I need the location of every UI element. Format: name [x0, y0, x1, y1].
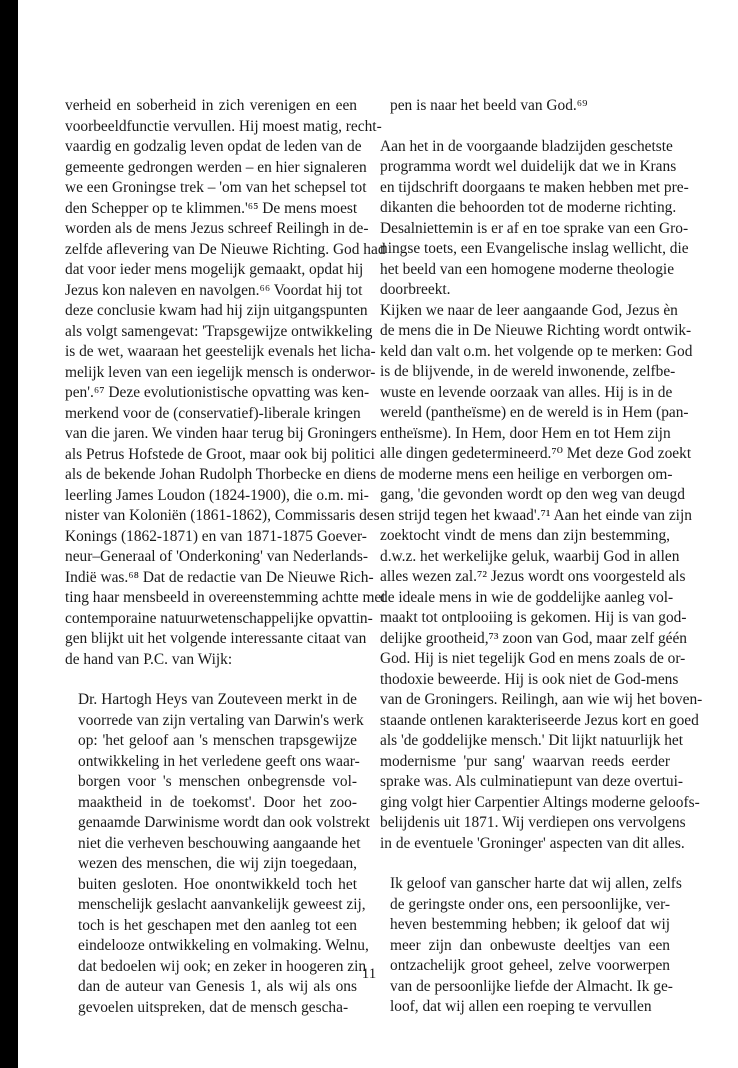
text-line: Jezus kon naleven en navolgen.⁶⁶ Voordat hij tot — [65, 281, 363, 299]
text-line: als 'de goddelijke mensch.' Dit lijkt natuurlijk het — [380, 732, 684, 749]
text-line: de hand van P.C. van Wijk: — [65, 650, 233, 668]
text-line: van de persoonlijke liefde der Almacht. Ik ge- — [390, 977, 673, 995]
text-line: gang, 'die gevonden wordt op den weg van deugd — [380, 486, 685, 503]
text-line: entheïsme). In Hem, door Hem en tot Hem zijn — [380, 424, 671, 442]
paragraph-2 — [380, 137, 689, 301]
text-line: niet die verheven beschouwing aangaande het — [78, 834, 361, 852]
text-line: buiten gesloten. Hoe onontwikkeld toch het — [78, 875, 357, 893]
text-line: Dr. Hartogh Heys van Zouteveen merkt in de — [78, 691, 357, 708]
text-line: zelfde aflevering van De Nieuwe Richting. God had — [65, 240, 386, 258]
text-line: in de eventuele 'Groninger' aspecten van dit alles. — [380, 834, 685, 852]
text-line: nister van Koloniën (1861-1862), Commissaris des — [65, 507, 380, 524]
text-line: heven bestemming hebben; ik geloof dat wij — [390, 916, 670, 933]
paragraph-3 — [380, 301, 703, 855]
text-line: gemeente gedrongen werden – en hier signaleren — [65, 158, 367, 176]
block-quote-2 — [390, 874, 682, 1018]
text-line: programma wordt wel duidelijk dat we in Krans — [380, 158, 677, 175]
text-line: melijk leven van een iegelijk mensch is onderwor- — [65, 363, 376, 381]
text-line: alle dingen gedetermineerd.⁷⁰ Met deze God zoekt — [380, 445, 692, 462]
text-line: borgen voor 's menschen onbegrensde vol- — [78, 773, 357, 790]
text-line: dat voor ieder mens mogelijk gemaakt, opdat hij — [65, 261, 364, 278]
text-line: de moderne mens een heilige en verborgen om- — [380, 465, 673, 483]
text-line: leerling James Loudon (1824-1900), die o.m. mi- — [65, 486, 369, 504]
right-column — [380, 96, 703, 1018]
text-line: wuste en levende oorzaak van alles. Hij is in de — [380, 383, 673, 401]
text-line: gen blijkt uit het volgende interessante citaat van — [65, 630, 367, 647]
text-line: op: 'het geloof aan 's menschen trapsgewijze — [78, 732, 357, 749]
text-line: meer zijn dan onbewuste deeltjes van een — [390, 936, 670, 954]
text-line: contemporaine natuurwetenschappelijke opvattin- — [65, 609, 373, 627]
text-line: Indië was.⁶⁸ Dat de redactie van De Nieuwe Rich- — [65, 568, 374, 586]
text-line: God. Hij is niet tegelijk God en mens zoals de or- — [380, 650, 686, 667]
text-line: den Schepper op te klimmen.'⁶⁵ De mens moest — [65, 199, 358, 217]
quote-end-line: pen is naar het beeld van God.⁶⁹ — [390, 97, 588, 114]
text-line: we een Groningse trek – 'om van het schepsel tot — [65, 179, 367, 196]
text-line: Kijken we naar de leer aangaande God, Jezus èn — [380, 301, 678, 319]
text-line: ningse toets, een Evangelische inslag wellicht, die — [380, 240, 689, 257]
text-line: pen'.⁶⁷ Deze evolutionistische opvatting was ken- — [65, 384, 370, 401]
text-line: vaardig en godzalig leven opdat de leden van de — [65, 138, 362, 155]
text-line: gevoelen uitspreken, dat de mensch gescha- — [78, 998, 349, 1016]
text-line: ging volgt hier Carpentier Altings moderne geloofs- — [380, 793, 700, 811]
text-line: voorbeeldfunctie vervullen. Hij moest matig, recht- — [65, 117, 382, 135]
text-line: van die jaren. We vinden haar terug bij Groningers — [65, 425, 377, 442]
text-line: Ik geloof van ganscher harte dat wij allen, zelfs — [390, 875, 682, 892]
text-line: thodoxie beweerde. Hij is ook niet de God-mens — [380, 670, 679, 688]
text-line: Aan het in de voorgaande bladzijden geschetste — [380, 137, 673, 155]
text-line: worden als de mens Jezus schreef Reilingh in de- — [65, 220, 369, 237]
text-line: van de Groningers. Reilingh, aan wie wij het boven- — [380, 691, 703, 708]
text-line: delijke grootheid,⁷³ zoon van God, maar zelf géén — [380, 629, 687, 647]
text-line: wezen des menschen, die wij zijn toegedaan, — [78, 855, 357, 872]
text-line: alles wezen zal.⁷² Jezus wordt ons voorgesteld als — [380, 568, 686, 585]
text-line: wereld (pantheïsme) en de wereld is in Hem (pan- — [380, 404, 689, 421]
text-line: belijdenis uit 1871. Wij verdiepen ons vervolgens — [380, 814, 686, 831]
text-line: eindelooze ontwikkeling en volmaking. Welnu, — [78, 937, 369, 954]
text-line: menschelijk geslacht aanvankelijk geweest zij, — [78, 896, 366, 913]
text-line: deze conclusie kwam had hij zijn uitgangspunten — [65, 302, 368, 319]
text-line: de ideale mens in wie de goddelijke aanleg vol- — [380, 588, 674, 606]
paragraph-1 — [65, 96, 386, 670]
text-line: neur–Generaal of 'Onderkoning' van Nederlands- — [65, 548, 368, 565]
page-number: 11 — [361, 966, 377, 982]
text-line: dikanten die behoorden tot de moderne richting. — [380, 199, 677, 216]
text-line: en strijd tegen het kwaad'.⁷¹ Aan het einde van zijn — [380, 506, 692, 524]
text-line: d.w.z. het werkelijke geluk, waarbij God in allen — [380, 547, 680, 565]
text-line: het beeld van een homogene moderne theologie — [380, 260, 675, 278]
text-line: doorbreekt. — [380, 281, 451, 298]
text-line: en tijdschrift doorgaans te maken hebben met pre- — [380, 178, 689, 196]
left-column — [65, 96, 386, 1018]
text-line: is de wet, waaraan het geestelijk evenals het licha- — [65, 343, 376, 360]
text-line: genaamde Darwinisme wordt dan ook volstrekt — [78, 814, 370, 831]
text-line: staande ontlenen karakteriseerde Jezus kort en goed — [380, 711, 699, 729]
text-line: Desalniettemin is er af en toe sprake van een Gro- — [380, 219, 689, 237]
text-line: de mens die in De Nieuwe Richting wordt ontwik- — [380, 322, 692, 339]
text-line: maakt tot ontplooiing is gekomen. Hij is van god- — [380, 609, 687, 626]
text-line: als volgt samengevat: 'Trapsgewijze ontwikkeling — [65, 322, 373, 340]
text-line: verheid en soberheid in zich verenigen en een — [65, 97, 357, 114]
text-line: als Petrus Hofstede de Groot, maar ook bij politici — [65, 445, 375, 463]
text-line: modernisme 'pur sang' waarvan reeds eerder — [380, 752, 670, 770]
text-line: toch is het geschapen met den aanleg tot een — [78, 916, 357, 934]
text-line: als de bekende Johan Rudolph Thorbecke en diens — [65, 466, 377, 483]
text-line: de geringste onder ons, een persoonlijke, ver- — [390, 895, 671, 913]
text-line: Konings (1862-1871) en van 1871-1875 Goever- — [65, 527, 367, 545]
text-line: keld dan valt o.m. het volgende op te merken: God — [380, 342, 693, 360]
text-line: loof, dat wij allen een roeping te vervullen — [390, 998, 652, 1015]
text-line: dan de auteur van Genesis 1, als wij als ons — [78, 978, 357, 995]
text-line: merkend voor de (conservatief)-liberale kringen — [65, 404, 361, 422]
text-line: sprake was. Als culminatiepunt van deze overtui- — [380, 773, 684, 790]
text-line: maaktheid in de toekomst'. Door het zoo- — [78, 793, 357, 811]
text-line: is de blijvende, in de wereld inwonende, zelfbe- — [380, 363, 676, 380]
text-line: voorrede van zijn vertaling van Darwin's werk — [78, 711, 364, 729]
text-line: dat bedoelen wij ook; en zeker in hoogeren zin — [78, 957, 367, 975]
text-line: ontzachelijk groot geheel, zelve voorwerpen — [390, 957, 670, 974]
text-line: ting haar mensbeeld in overeenstemming achtte met — [65, 589, 386, 606]
text-line: zoektocht vindt de mens dan zijn bestemming, — [380, 527, 670, 544]
scan-edge-bar — [0, 0, 18, 1068]
block-quote-1-end — [390, 96, 670, 117]
text-line: ontwikkeling in het verledene geeft ons waar- — [78, 752, 360, 770]
